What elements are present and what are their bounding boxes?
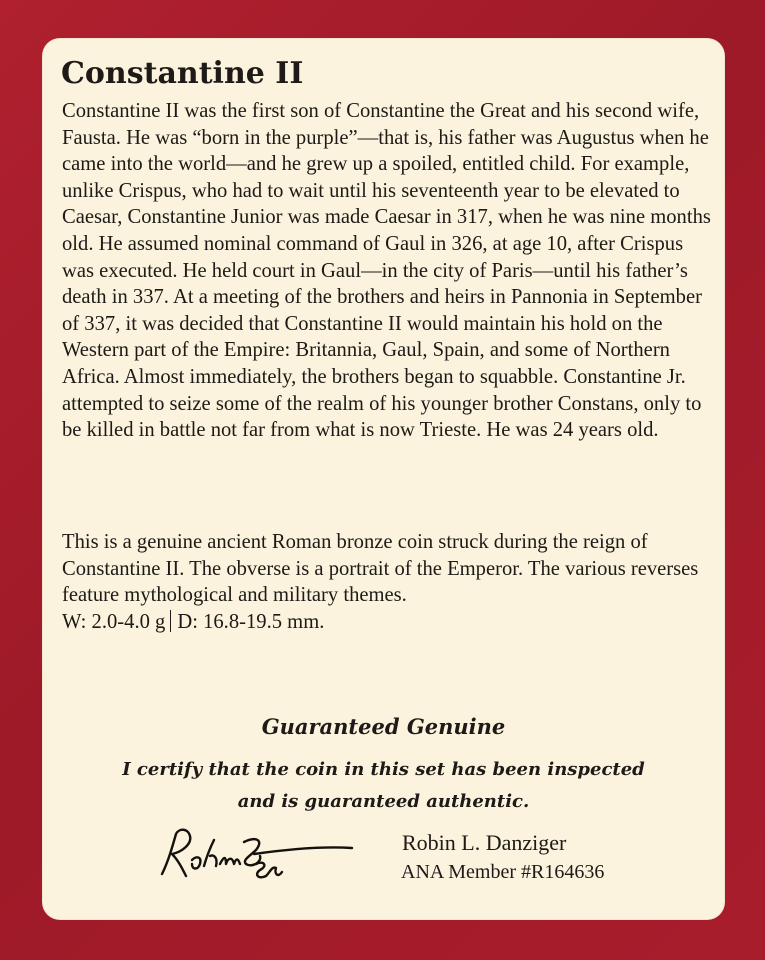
- coin-specs: [62, 609, 324, 636]
- certification-line-1: I certify that the coin in this set has been inspected: [122, 759, 645, 780]
- certification-line-2: and is guaranteed authentic.: [237, 791, 530, 812]
- signer-name: Robin L. Danziger: [402, 830, 567, 855]
- diameter-spec: D: 16.8-19.5 mm.: [177, 611, 325, 633]
- weight-spec: W: 2.0-4.0 g: [62, 611, 166, 633]
- certificate-title: Constantine II: [61, 56, 304, 91]
- signer-membership: ANA Member #R164636: [401, 861, 605, 883]
- biography-paragraph: Constantine II was the first son of Constantine the Great and his second wife, Fausta. He was “born in the purple”—that is, his father was Augustus when he came into the world—and he grew up a spoiled, entitled child. For example, unlike Crispus, who had to wait until his seventeenth year to be elevated to Caesar, Constantine Junior was made Caesar in 317, when he was nine months old. He assumed nominal command of Gaul in 326, at age 10, after Crispus was executed. He held court in Gaul—in the city of Paris—until his father’s death in 337. At a meeting of the brothers and heirs in Pannonia in September of 337, it was decided that Constantine II would maintain his hold on the Western part of the Empire: Britannia, Gaul, Spain, and some of Northern Africa. Almost immediately, the brothers began to squabble. Constantine Jr. attempted to seize some of the realm of his younger brother Constans, only to be killed in battle not far from what is now Trieste. He was 24 years old.: [62, 100, 711, 442]
- signature-image: [152, 826, 357, 888]
- certification-statement: [42, 754, 725, 818]
- spec-divider: [170, 610, 171, 632]
- guarantee-heading: Guaranteed Genuine: [261, 714, 506, 739]
- coin-description-paragraph: This is a genuine ancient Roman bronze coin struck during the reign of Constantine II. The obverse is a portrait of the Emperor. The various reverses feature mythological and military themes.: [62, 531, 699, 607]
- certificate-card: [42, 38, 725, 920]
